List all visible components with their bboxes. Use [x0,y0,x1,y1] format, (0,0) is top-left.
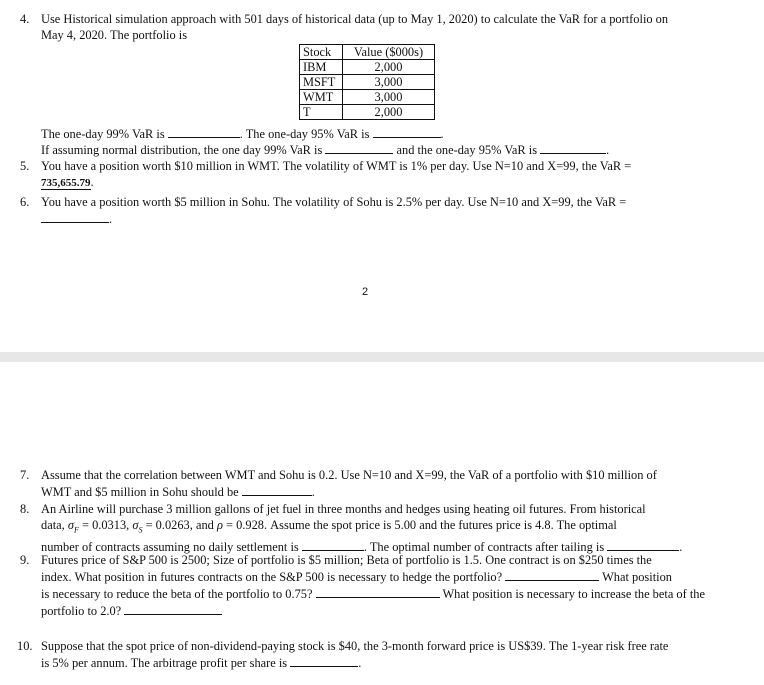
stock-cell: T [300,105,343,120]
question-number: 7. [20,468,30,482]
table-row [300,90,435,105]
answer-blank[interactable] [505,568,599,581]
question-text [41,158,745,191]
portfolio-table [299,44,435,120]
subscript: S [138,525,143,535]
question-text-line [41,483,745,500]
prompt-text: . [440,127,444,141]
question-text-line: May 4, 2020. The portfolio is [41,28,188,42]
column-header-stock: Stock [300,45,343,60]
question-text-line: You have a position worth $10 million in WMT. The volatility of WMT is 1% per day. Use N=10 and X=99, the VaR = [41,159,632,173]
answer-blank[interactable] [124,602,222,615]
prompt-text: What position [602,570,672,584]
question-text-line [41,602,745,619]
sigma-s-symbol [132,518,143,535]
page-separator [0,352,764,362]
prompt-text: number of contracts assuming no daily settlement is [41,540,299,555]
answer-blank[interactable] [373,125,441,138]
answer-line [41,210,745,227]
prompt-text: . [679,540,683,555]
table-row [300,60,435,75]
question-text [41,11,745,43]
prompt-text: . [311,485,315,499]
prompt-text: The one-day 99% VaR is [41,127,165,141]
question-text-line [41,517,745,538]
prompt-text: . The optimal number of contracts after tailing is [363,540,605,555]
prompt-text: is necessary to reduce the beta of the portfolio to 0.75? [41,587,313,601]
question-text [41,194,745,227]
question-text-line [41,585,745,602]
question-text-line: You have a position worth $5 million in Sohu. The volatility of Sohu is 2.5% per day. Use N=10 and X=99, the VaR = [41,195,627,209]
prompt-text: . [606,143,610,157]
value-cell: 2,000 [343,105,435,120]
table-row [300,105,435,120]
stock-cell: IBM [300,60,343,75]
answer-blank[interactable] [168,125,240,138]
prompt-text: = 0.0263, and [145,518,214,532]
question-text-line: Suppose that the spot price of non-dividend-paying stock is $40, the 3-month forward price is US$39. The 1-year risk free rate [41,639,669,653]
var-answer-line-1 [41,125,444,142]
question-number: 9. [20,553,30,567]
question-text-line: Use Historical simulation approach with 501 days of historical data (up to May 1, 2020) to calculate the VaR for a portfolio on [41,12,669,26]
page-2 [0,362,764,685]
question-text-line: Assume that the correlation between WMT and Sohu is 0.2. Use N=10 and X=99, the VaR of a portfolio with $10 million of [41,468,657,482]
question-number: 4. [20,12,30,26]
prompt-text: index. What position in futures contracts on the S&P 500 is necessary to hedge the portfolio? [41,570,503,584]
question-text [41,501,745,555]
prompt-text: . [109,212,113,226]
sigma-glyph: σ [67,518,74,532]
answer-blank[interactable] [290,654,358,667]
prompt-text: WMT and $5 million in Sohu should be [41,485,239,499]
prompt-text: and the one-day 95% VaR is [396,143,538,157]
prompt-text: is 5% per annum. The arbitrage profit per share is [41,656,288,670]
question-number: 5. [20,159,30,173]
prompt-text: What position is necessary to increase the beta of the [442,587,705,601]
table-header-row [300,45,435,60]
prompt-text: . [358,656,362,670]
question-text [41,552,745,619]
stock-cell: WMT [300,90,343,105]
answer-blank[interactable] [607,538,679,551]
column-header-value: Value ($000s) [343,45,435,60]
prompt-text: = 0.0313, [81,518,130,532]
prompt-text: = 0.928. Assume the spot price is 5.00 and the futures price is 4.8. The optimal [226,518,617,532]
prompt-text: portfolio to 2.0? [41,604,122,618]
answer-line [41,174,745,191]
prompt-text: . The one-day 95% VaR is [239,127,370,141]
question-text-line: An Airline will purchase 3 million gallons of jet fuel in three months and hedges using heating oil futures. From historical [41,502,646,516]
prompt-text: . [90,175,94,189]
prompt-text: data, [41,518,65,532]
sigma-f-symbol [67,518,79,535]
answer-blank[interactable] [41,210,109,223]
answer-blank[interactable] [242,483,312,496]
question-number: 8. [20,502,30,516]
question-text [41,467,745,500]
filled-answer[interactable]: 735,655.79 [41,177,91,189]
question-text-line [41,568,745,585]
sigma-glyph: σ [132,518,139,532]
answer-blank[interactable] [325,141,393,154]
question-number: 6. [20,195,30,209]
question-text-line [41,654,745,671]
stock-cell: MSFT [300,75,343,90]
answer-blank[interactable] [316,585,440,598]
value-cell: 3,000 [343,90,435,105]
question-number: 10. [17,639,33,653]
page-number: 2 [362,286,369,298]
answer-blank[interactable] [540,141,606,154]
question-text [41,638,745,671]
prompt-text: If assuming normal distribution, the one day 99% VaR is [41,143,323,157]
rho-symbol: ρ [216,518,223,532]
value-cell: 3,000 [343,75,435,90]
table-row [300,75,435,90]
var-answer-line-2 [41,141,609,158]
answer-blank[interactable] [302,538,364,551]
value-cell: 2,000 [343,60,435,75]
question-text-line: Futures price of S&P 500 is 2500; Size of portfolio is $5 million; Beta of portfolio is 1.5. One contract is on $250 times the [41,553,652,567]
subscript: F [73,525,79,535]
